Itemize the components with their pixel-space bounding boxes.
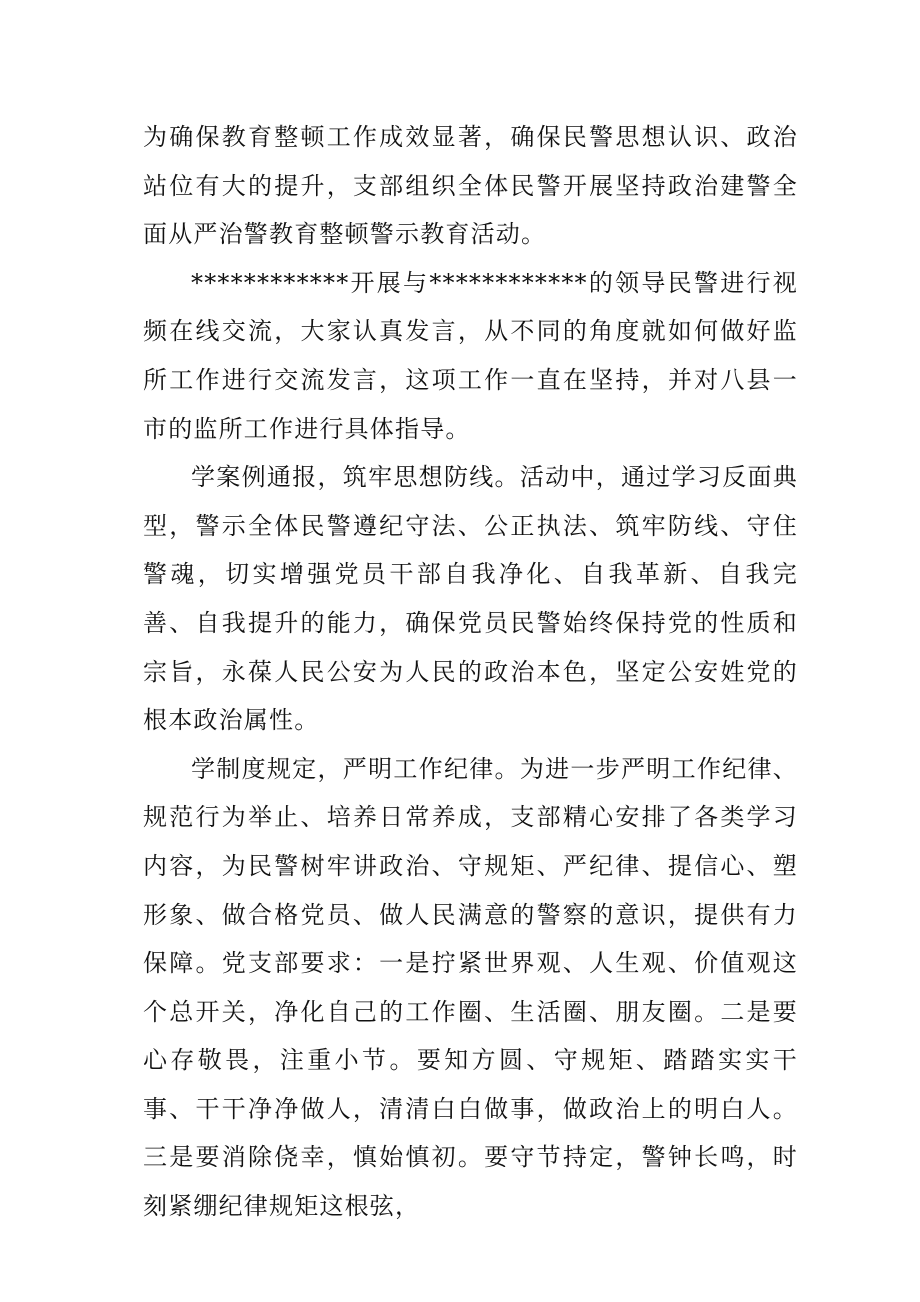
- paragraph-discipline-rules: 学制度规定，严明工作纪律。为进一步严明工作纪律、规范行为举止、培养日常养成，支部精心安排了各类学习内容，为民警树牢讲政治、守规矩、严纪律、提信心、塑形象、做合格党员、做人民满意的警察的意识，提供有力保障。党支部要求：一是拧紧世界观、人生观、价值观这个总开关，净化自己的工作圈、生活圈、朋友圈。二是要心存敬畏，注重小节。要知方圆、守规矩、踏踏实实干事、干干净净做人，清清白白做事，做政治上的明白人。三是要消除侥幸，慎始慎初。要守节持定，警钟长鸣，时刻紧绷纪律规矩这根弦，: [143, 754, 798, 1221]
- document-body: [143, 113, 798, 1231]
- paragraph-intro: 为确保教育整顿工作成效显著，确保民警思想认识、政治站位有大的提升，支部组织全体民警开展坚持政治建警全面从严治警教育整顿警示教育活动。: [143, 123, 798, 249]
- paragraph-case-study: 学案例通报，筑牢思想防线。活动中，通过学习反面典型，警示全体民警遵纪守法、公正执法、筑牢防线、守住警魂，切实增强党员干部自我净化、自我革新、自我完善、自我提升的能力，确保党员民警始终保持党的性质和宗旨，永葆人民公安为人民的政治本色，坚定公安姓党的根本政治属性。: [143, 463, 798, 735]
- paragraph-video-exchange: ************开展与************的领导民警进行视频在线交流，大家认真发言，从不同的角度就如何做好监所工作进行交流发言，这项工作一直在坚持，并对八县一市的监所工作进行具体指导。: [143, 268, 798, 443]
